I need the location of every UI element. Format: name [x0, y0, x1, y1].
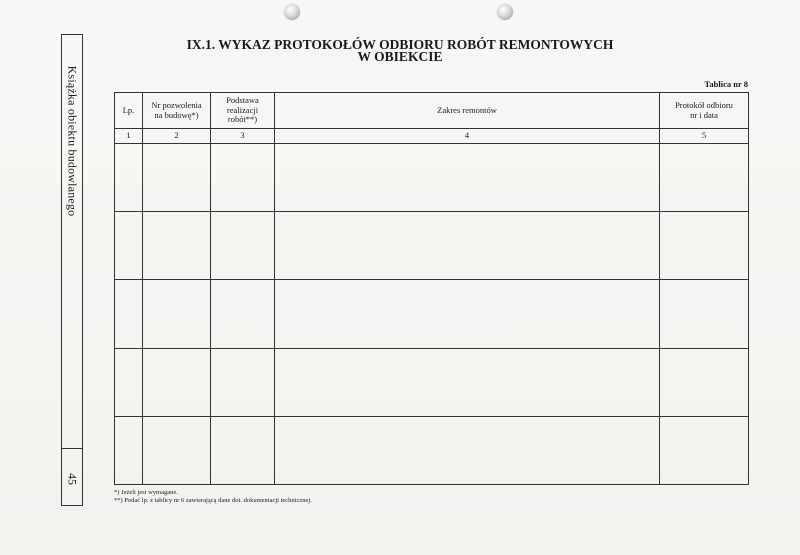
- table-row: [115, 280, 749, 348]
- header-lp: [115, 93, 143, 129]
- footnotes: [114, 489, 312, 505]
- table-header-row: [115, 93, 749, 129]
- footnote-2: **) Podać lp. z tablicy nr 6 zawierającą dane dot. dokumentacji technicznej.: [114, 497, 312, 504]
- header-permit-line-2: na budowę*): [154, 109, 199, 120]
- punch-hole-left: [284, 4, 300, 20]
- header-scope-line: Zakres remontów: [437, 104, 497, 115]
- spine-title: Książka obiektu budowlanego: [65, 65, 80, 217]
- header-permit-number: [143, 93, 211, 129]
- protocols-table-wrap: [114, 92, 748, 485]
- protocols-table: [114, 92, 749, 485]
- table-row: [115, 348, 749, 416]
- table-cell-protocol[interactable]: [660, 416, 749, 484]
- header-basis-line-2: realizacji: [226, 104, 259, 115]
- table-cell-protocol[interactable]: [660, 212, 749, 280]
- header-basis-line-1: Podstawa: [226, 95, 259, 106]
- column-number-row: [115, 129, 749, 144]
- book-spine-tab: [61, 34, 83, 506]
- page-number: 45: [65, 473, 80, 485]
- column-number: 2: [143, 129, 211, 144]
- table-cell-permit[interactable]: [143, 416, 211, 484]
- column-number: 4: [275, 129, 660, 144]
- table-cell-scope[interactable]: [275, 416, 660, 484]
- header-acceptance-protocol: [660, 93, 749, 129]
- table-cell-basis[interactable]: [211, 348, 275, 416]
- punch-hole-right: [497, 4, 513, 20]
- table-row: [115, 144, 749, 212]
- header-work-basis: [211, 93, 275, 129]
- header-protocol-line-1: Protokół odbioru: [675, 100, 733, 111]
- table-cell-scope[interactable]: [275, 348, 660, 416]
- table-cell-basis[interactable]: [211, 144, 275, 212]
- table-cell-permit[interactable]: [143, 280, 211, 348]
- table-cell-lp[interactable]: [115, 144, 143, 212]
- table-cell-protocol[interactable]: [660, 144, 749, 212]
- table-cell-basis[interactable]: [211, 416, 275, 484]
- header-repair-scope: [275, 93, 660, 129]
- column-number: 5: [660, 129, 749, 144]
- spine-divider: [62, 448, 82, 449]
- table-cell-basis[interactable]: [211, 280, 275, 348]
- column-number: 3: [211, 129, 275, 144]
- page-title-line-2: W OBIEKCIE: [357, 49, 443, 64]
- table-cell-lp[interactable]: [115, 416, 143, 484]
- table-row: [115, 416, 749, 484]
- table-cell-permit[interactable]: [143, 212, 211, 280]
- table-cell-permit[interactable]: [143, 144, 211, 212]
- table-cell-basis[interactable]: [211, 212, 275, 280]
- footnote-1: *) Jeżeli jest wymagane.: [114, 489, 178, 496]
- table-cell-protocol[interactable]: [660, 280, 749, 348]
- page-title-line-1: IX.1. WYKAZ PROTOKOŁÓW ODBIORU ROBÓT REMONTOWYCH: [186, 37, 614, 52]
- header-basis-line-3: robót**): [227, 114, 258, 125]
- table-cell-scope[interactable]: [275, 280, 660, 348]
- table-cell-permit[interactable]: [143, 348, 211, 416]
- table-cell-lp[interactable]: [115, 280, 143, 348]
- table-cell-scope[interactable]: [275, 144, 660, 212]
- header-protocol-line-2: nr i data: [690, 109, 718, 120]
- table-cell-scope[interactable]: [275, 212, 660, 280]
- table-caption: Tablica nr 8: [704, 79, 748, 89]
- table-cell-lp[interactable]: [115, 212, 143, 280]
- table-cell-protocol[interactable]: [660, 348, 749, 416]
- table-cell-lp[interactable]: [115, 348, 143, 416]
- header-permit-line-1: Nr pozwolenia: [151, 100, 202, 111]
- column-number: 1: [115, 129, 143, 144]
- table-row: [115, 212, 749, 280]
- header-lp-line: Lp.: [122, 104, 135, 115]
